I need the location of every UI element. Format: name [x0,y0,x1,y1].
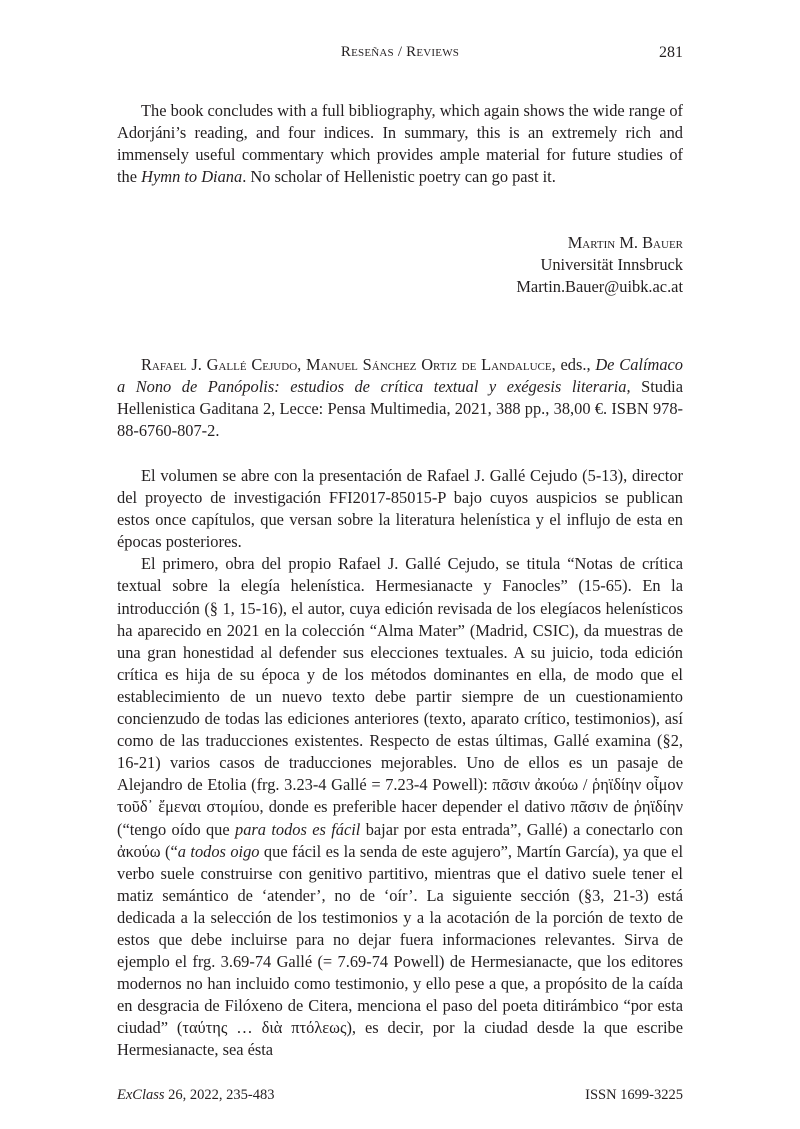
running-header [117,44,683,66]
page-number: 281 [659,44,683,61]
reviewer-name: Martin M. Bauer [567,233,683,252]
reviewer-signature [117,232,683,298]
bibliographic-citation: Rafael J. Gallé Cejudo, Manuel Sánchez Ortiz de Landaluce, eds., De Calímaco a Nono de Panópolis: estudios de crítica textual y exégesis literaria, Studia Hellenistica Gaditana 2, Lecce: Pensa Multimedia, 2021, 388 pp., 38,00 €. ISBN 978-88-6760-807-2. [117,355,683,441]
paragraph: El primero, obra del propio Rafael J. Gallé Cejudo, se titula “Notas de crítica textual sobre la elegía helenística. Hermesianacte y Fanocles” (15-65). En la introducción (§ 1, 15-16), el autor, cuya edición revisada de los elegíacos helenísticos ha aparecido en 2021 en la colección “Alma Mater” (Madrid, CSIC), da muestras de una gran honestidad al defender sus elecciones textuales. A su juicio, toda edición crítica es hija de su época y de los métodos dominantes en ella, de modo que el establecimiento de un nuevo texto debe partir siempre de un cuestionamiento concienzudo de todas las ediciones anteriores (texto, aparato crítico, testimonios), así como de las traducciones existentes. Respecto de estas últimas, Gallé examina (§2, 16-21) varios casos de traducciones mejorables. Uno de ellos es un pasaje de Alejandro de Etolia (frg. 3.23-4 Gallé = 7.23-4 Powell): πᾶσιν ἀκούω / ῥηϊδίην οἶμον τοῦδ᾽ ἔμεναι στομίου, donde es preferible hacer depender el dativo πᾶσιν de ῥηϊδίην (“tengo oído que para todos es fácil bajar por esta entrada”, Gallé) a conectarlo con ἀκούω (“a todos oigo que fácil es la senda de este agujero”, Martín García), ya que el verbo suele construirse con genitivo partitivo, mientras que el dativo suele tener el matiz semántico de ‘atender’, no de ‘oír’. La siguiente sección (§3, 21-3) está dedicada a la selección de los testimonios y a la acotación de la porción de texto de estos que debe incluirse para no dejar fuera informaciones relevantes. Sirva de ejemplo el frg. 3.69-74 Gallé (= 7.69-74 Powell) de Hermesianacte, que los editores modernos no han incluido como testimonio, y ello pese a que, a propósito de la caída en desgracia de Filóxeno de Citera, menciona el paso del poeta ditirámbico “por esta ciudad” (ταύτης … διὰ πτόλεως), es decir, por la ciudad desde la que escribe Hermesianacte, sea ésta [117,554,683,1060]
book-title: De Calímaco a Nono de Panópolis: estudios de crítica textual y exégesis literaria, [117,355,683,397]
review2-citation [117,354,683,442]
editors: Rafael J. Gallé Cejudo, Manuel Sánchez Ortiz de Landaluce [141,355,552,374]
review1-closing [117,100,683,188]
issn: ISSN 1699-3225 [585,1087,683,1103]
journal-citation: ExClass 26, 2022, 235-483 [117,1087,275,1103]
review2-body [117,465,683,1062]
reviewer-email[interactable]: Martin.Bauer@uibk.ac.at [516,277,683,297]
work-title: Hymn to Diana [141,167,243,187]
paragraph: El volumen se abre con la presentación de Rafael J. Gallé Cejudo (5-13), director del proyecto de investigación FFI2017-85015-P bajo cuyos auspicios se publican estos once capítulos, que versan sobre la literatura helenística y el influjo de esta en épocas posteriores. [117,466,683,552]
reviewer-affiliation: Universität Innsbruck [540,255,683,275]
closing-paragraph: The book concludes with a full bibliography, which again shows the wide range of Adorjáni’s reading, and four indices. In summary, this is an extremely rich and immensely useful commentary which provides ample material for future studies of the Hymn to Diana. No scholar of Hellenistic poetry can go past it. [117,101,683,187]
running-title: Reseñas / Reviews [340,44,460,60]
